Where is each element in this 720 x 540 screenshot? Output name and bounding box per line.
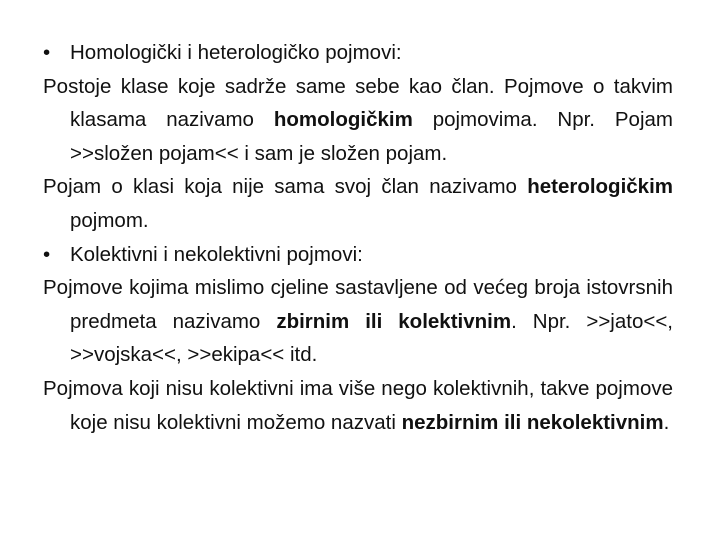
- term-noncollective: nezbirnim ili nekolektivnim: [401, 410, 664, 434]
- bullet-item-homological: [43, 36, 673, 70]
- bullet-heading: Kolektivni i nekolektivni pojmovi:: [70, 242, 363, 266]
- paragraph-text: Pojam o klasi koja nije sama svoj član nazivamo: [43, 175, 528, 199]
- paragraph-collective-definition: [43, 271, 673, 372]
- paragraph-heterological-definition: [43, 170, 673, 237]
- term-collective: zbirnim ili kolektivnim: [276, 309, 512, 333]
- paragraph-text: Pojmova koji nisu kolektivni ima više nego kolektivnih, takve pojmove koje nisu kolektivni možemo nazvati: [43, 376, 673, 434]
- paragraph-text: Postoje klase koje sadrže same sebe kao član. Pojmove o takvim klasama nazivamo: [43, 74, 673, 132]
- paragraph-text: pojmom.: [70, 208, 149, 232]
- paragraph-noncollective-definition: [43, 372, 673, 439]
- bullet-icon: •: [43, 41, 51, 64]
- paragraph-text: .: [663, 410, 670, 434]
- paragraph-text: pojmovima. Npr. Pojam >>složen pojam<< i sam je složen pojam.: [70, 108, 673, 165]
- bullet-icon: •: [43, 242, 51, 266]
- term-heterological: heterologičkim: [527, 175, 673, 199]
- paragraph-text: . Npr. >>jato<<, >>vojska<<, >>ekipa<< itd.: [70, 309, 673, 367]
- slide-body: [43, 36, 673, 439]
- bullet-item-collective: [43, 238, 673, 272]
- bullet-heading: Homologički i heterologičko pojmovi:: [70, 41, 402, 64]
- term-homological: homologičkim: [273, 108, 413, 132]
- paragraph-homological-definition: [43, 70, 673, 171]
- paragraph-text: Pojmove kojima mislimo cjeline sastavljene od većeg broja istovrsnih predmeta nazivamo: [43, 276, 673, 333]
